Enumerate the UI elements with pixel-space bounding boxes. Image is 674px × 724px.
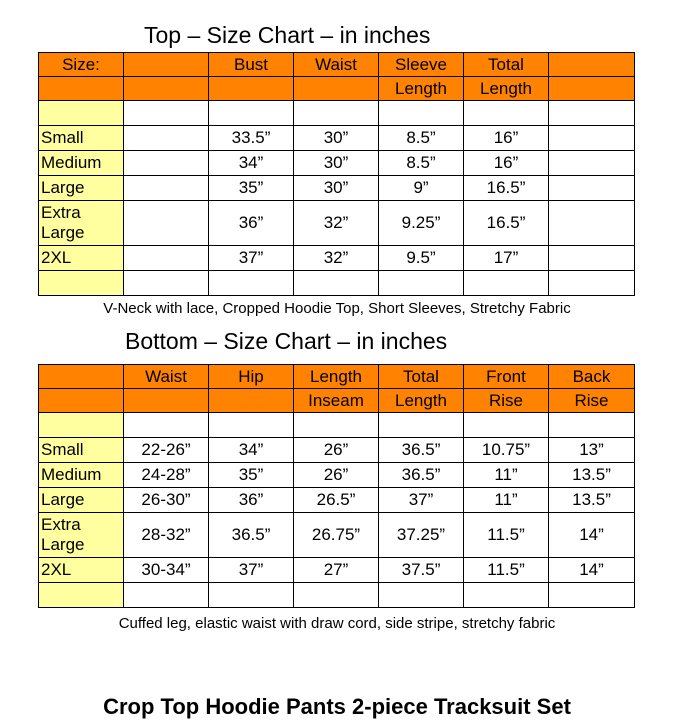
- measurement-cell: 16”: [464, 126, 549, 151]
- size-label-cell: Medium: [39, 151, 124, 176]
- bottom-size-row: [39, 438, 635, 463]
- measurement-cell: [549, 151, 635, 176]
- measurement-cell: [464, 583, 549, 608]
- measurement-cell: [294, 583, 379, 608]
- size-label-cell: Extra Large: [39, 513, 124, 558]
- measurement-cell: Bust: [209, 53, 294, 77]
- size-label-cell: Small: [39, 438, 124, 463]
- measurement-cell: 33.5”: [209, 126, 294, 151]
- measurement-cell: Length: [294, 365, 379, 389]
- measurement-cell: [124, 53, 209, 77]
- measurement-cell: Front: [464, 365, 549, 389]
- size-label-cell: [39, 365, 124, 389]
- measurement-cell: 13.5”: [549, 463, 635, 488]
- size-label-cell: [39, 101, 124, 126]
- bottom-header-row: [39, 389, 635, 413]
- measurement-cell: 13”: [549, 438, 635, 463]
- measurement-cell: [464, 101, 549, 126]
- measurement-cell: 11”: [464, 488, 549, 513]
- measurement-cell: 16.5”: [464, 201, 549, 246]
- measurement-cell: [379, 413, 464, 438]
- measurement-cell: 8.5”: [379, 151, 464, 176]
- measurement-cell: Rise: [464, 389, 549, 413]
- top-empty-row: [39, 271, 635, 296]
- measurement-cell: [549, 126, 635, 151]
- measurement-cell: 8.5”: [379, 126, 464, 151]
- measurement-cell: 37.25”: [379, 513, 464, 558]
- measurement-cell: Rise: [549, 389, 635, 413]
- size-label-cell: [39, 583, 124, 608]
- size-label-cell: Small: [39, 126, 124, 151]
- measurement-cell: 36.5”: [379, 438, 464, 463]
- measurement-cell: 37”: [209, 558, 294, 583]
- measurement-cell: 16.5”: [464, 176, 549, 201]
- measurement-cell: 26”: [294, 463, 379, 488]
- measurement-cell: Total: [379, 365, 464, 389]
- measurement-cell: [209, 583, 294, 608]
- measurement-cell: [124, 413, 209, 438]
- measurement-cell: [124, 101, 209, 126]
- measurement-cell: [124, 201, 209, 246]
- measurement-cell: 36”: [209, 488, 294, 513]
- measurement-cell: 30”: [294, 176, 379, 201]
- measurement-cell: 37”: [379, 488, 464, 513]
- measurement-cell: Sleeve: [379, 53, 464, 77]
- top-size-chart-title: Top – Size Chart – in inches: [144, 22, 431, 48]
- top-size-row: [39, 151, 635, 176]
- measurement-cell: 28-32”: [124, 513, 209, 558]
- measurement-cell: 36.5”: [379, 463, 464, 488]
- measurement-cell: [209, 271, 294, 296]
- measurement-cell: Waist: [294, 53, 379, 77]
- top-header-row: [39, 53, 635, 77]
- measurement-cell: [549, 271, 635, 296]
- measurement-cell: 27”: [294, 558, 379, 583]
- bottom-empty-row: [39, 413, 635, 438]
- measurement-cell: [209, 77, 294, 101]
- top-description: V-Neck with lace, Cropped Hoodie Top, Short Sleeves, Stretchy Fabric: [103, 300, 571, 317]
- measurement-cell: [124, 151, 209, 176]
- measurement-cell: [294, 413, 379, 438]
- measurement-cell: [209, 101, 294, 126]
- size-label-cell: Medium: [39, 463, 124, 488]
- measurement-cell: [549, 176, 635, 201]
- measurement-cell: Length: [379, 77, 464, 101]
- measurement-cell: 30-34”: [124, 558, 209, 583]
- size-label-cell: [39, 77, 124, 101]
- measurement-cell: [379, 101, 464, 126]
- measurement-cell: 16”: [464, 151, 549, 176]
- measurement-cell: [549, 246, 635, 271]
- measurement-cell: Hip: [209, 365, 294, 389]
- measurement-cell: 36.5”: [209, 513, 294, 558]
- measurement-cell: 32”: [294, 246, 379, 271]
- measurement-cell: [379, 583, 464, 608]
- measurement-cell: Waist: [124, 365, 209, 389]
- measurement-cell: 9”: [379, 176, 464, 201]
- measurement-cell: [209, 389, 294, 413]
- measurement-cell: 11.5”: [464, 558, 549, 583]
- measurement-cell: [379, 271, 464, 296]
- measurement-cell: 26”: [294, 438, 379, 463]
- measurement-cell: 32”: [294, 201, 379, 246]
- measurement-cell: 30”: [294, 151, 379, 176]
- measurement-cell: [124, 246, 209, 271]
- measurement-cell: 11”: [464, 463, 549, 488]
- measurement-cell: 10.75”: [464, 438, 549, 463]
- measurement-cell: [549, 583, 635, 608]
- size-label-cell: [39, 389, 124, 413]
- measurement-cell: [124, 271, 209, 296]
- size-label-cell: Large: [39, 176, 124, 201]
- measurement-cell: [549, 201, 635, 246]
- bottom-header-row: [39, 365, 635, 389]
- product-title: Crop Top Hoodie Pants 2-piece Tracksuit Set: [103, 694, 571, 719]
- measurement-cell: 37.5”: [379, 558, 464, 583]
- measurement-cell: [294, 77, 379, 101]
- measurement-cell: 26.5”: [294, 488, 379, 513]
- size-label-cell: [39, 271, 124, 296]
- top-header-row: [39, 77, 635, 101]
- measurement-cell: 13.5”: [549, 488, 635, 513]
- measurement-cell: [124, 176, 209, 201]
- measurement-cell: 30”: [294, 126, 379, 151]
- bottom-size-table: [38, 364, 635, 608]
- measurement-cell: Back: [549, 365, 635, 389]
- bottom-size-row: [39, 488, 635, 513]
- bottom-size-row: [39, 463, 635, 488]
- measurement-cell: 24-28”: [124, 463, 209, 488]
- measurement-cell: [549, 101, 635, 126]
- measurement-cell: 14”: [549, 513, 635, 558]
- measurement-cell: Length: [464, 77, 549, 101]
- measurement-cell: 34”: [209, 151, 294, 176]
- size-label-cell: 2XL: [39, 246, 124, 271]
- measurement-cell: Inseam: [294, 389, 379, 413]
- measurement-cell: [209, 413, 294, 438]
- size-label-cell: 2XL: [39, 558, 124, 583]
- measurement-cell: 35”: [209, 176, 294, 201]
- measurement-cell: 26-30”: [124, 488, 209, 513]
- measurement-cell: 17”: [464, 246, 549, 271]
- top-size-row: [39, 176, 635, 201]
- size-label-cell: [39, 413, 124, 438]
- top-size-row: [39, 201, 635, 246]
- measurement-cell: [294, 271, 379, 296]
- measurement-cell: 34”: [209, 438, 294, 463]
- measurement-cell: 14”: [549, 558, 635, 583]
- bottom-size-row: [39, 558, 635, 583]
- measurement-cell: [124, 126, 209, 151]
- measurement-cell: 11.5”: [464, 513, 549, 558]
- measurement-cell: 22-26”: [124, 438, 209, 463]
- measurement-cell: [124, 583, 209, 608]
- measurement-cell: 26.75”: [294, 513, 379, 558]
- top-size-row: [39, 246, 635, 271]
- measurement-cell: 36”: [209, 201, 294, 246]
- bottom-empty-row: [39, 583, 635, 608]
- top-size-row: [39, 126, 635, 151]
- measurement-cell: Total: [464, 53, 549, 77]
- measurement-cell: [464, 271, 549, 296]
- top-size-table: [38, 52, 635, 296]
- size-label-cell: Large: [39, 488, 124, 513]
- bottom-size-chart-title: Bottom – Size Chart – in inches: [125, 328, 448, 354]
- measurement-cell: [549, 53, 635, 77]
- measurement-cell: [124, 77, 209, 101]
- measurement-cell: [549, 77, 635, 101]
- bottom-size-row: [39, 513, 635, 558]
- measurement-cell: 9.5”: [379, 246, 464, 271]
- top-empty-row: [39, 101, 635, 126]
- measurement-cell: [464, 413, 549, 438]
- measurement-cell: 37”: [209, 246, 294, 271]
- measurement-cell: [549, 413, 635, 438]
- measurement-cell: [294, 101, 379, 126]
- size-label-cell: Extra Large: [39, 201, 124, 246]
- measurement-cell: Length: [379, 389, 464, 413]
- measurement-cell: [124, 389, 209, 413]
- measurement-cell: 35”: [209, 463, 294, 488]
- bottom-description: Cuffed leg, elastic waist with draw cord, side stripe, stretchy fabric: [118, 615, 556, 632]
- measurement-cell: 9.25”: [379, 201, 464, 246]
- size-label-cell: Size:: [39, 53, 124, 77]
